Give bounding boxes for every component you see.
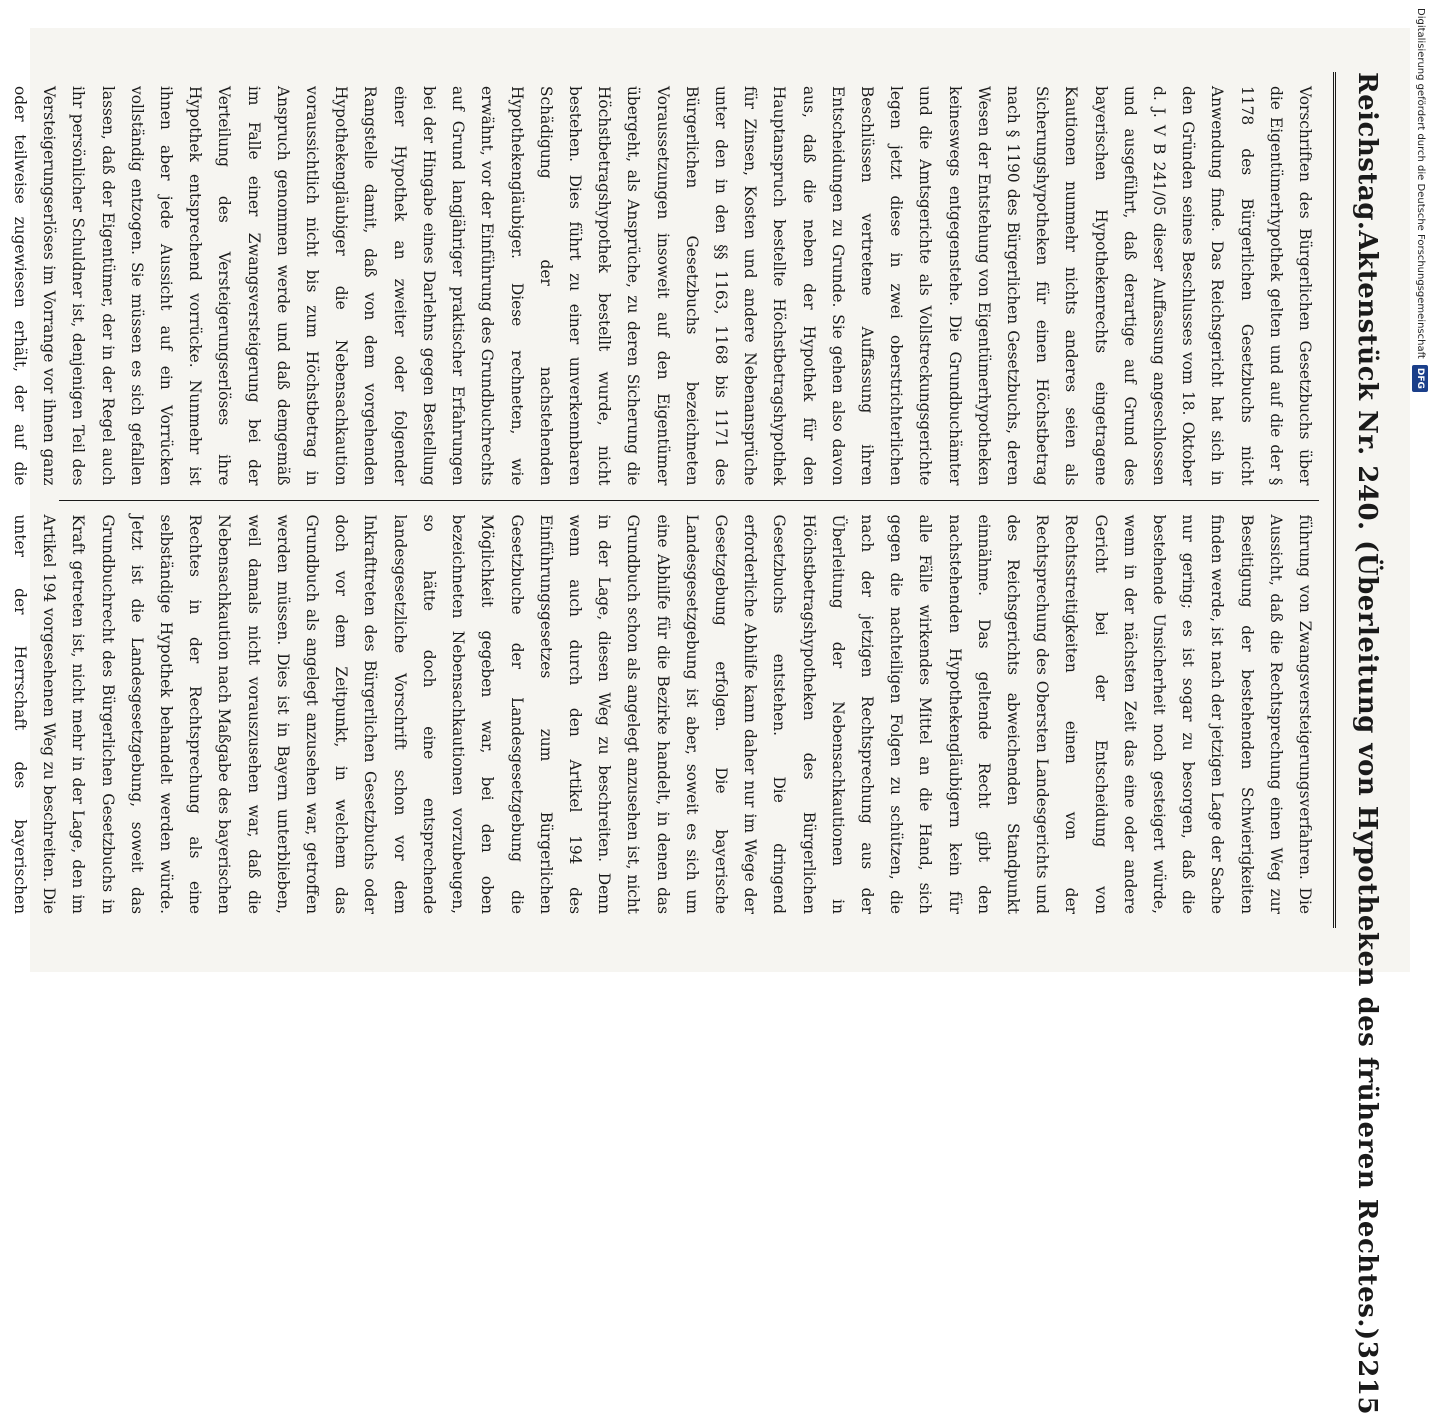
right-column xyxy=(11,501,1319,929)
page-title: Aktenstück Nr. 240. (Überleitung von Hypotheken des früheren Rechtes.) xyxy=(1352,230,1382,1341)
dfg-watermark xyxy=(1408,8,1432,968)
header-left: Reichstag. xyxy=(1352,72,1382,231)
scanned-page xyxy=(11,28,1410,1415)
left-column xyxy=(11,72,1319,500)
header-rule xyxy=(1333,72,1336,928)
page-header xyxy=(1342,72,1382,1415)
rotated-page-content xyxy=(11,28,1410,1415)
watermark-text: Digitalisierung gefördert durch die Deutsche Forschungsgemeinschaft xyxy=(1415,8,1426,359)
text-columns xyxy=(11,72,1319,928)
right-paragraph-1: führung von Zwangsversteigerungsverfahren. Die Aussicht, daß die Rechtsprechung einen Weg zur Beseitigung der bestehenden Schwierigkeiten finden werde, ist nach der jetzigen Lage der Sache nur gering; es ist sogar zu besorgen, daß die bestehende Unsicherheit noch gesteigert würde, wenn in der nächsten Zeit das eine oder andere Gericht bei der Entscheidung von Rechtsstreitigkeiten einen von der Rechtsprechung des Obersten Landesgerichts und des Reichsgerichts abweichenden Standpunkt einnähme. Das geltende Recht gibt den nachstehenden Hypothekengläubigern kein für alle Fälle wirkendes Mittel an die Hand, sich gegen die nachteiligen Folgen zu schützen, die nach der jetzigen Rechtsprechung aus der Überleitung der Nebensachkautionen in Höchstbetragshypotheken des Bürgerlichen Gesetzbuchs entstehen. Die dringend erforderliche Abhilfe kann daher nur im Wege der Gesetzgebung erfolgen. Die bayerische Landesgesetzgebung ist aber, soweit es sich um eine Abhilfe für die Bezirke handelt, in denen das Grundbuch schon als angelegt anzusehen ist, nicht in der Lage, diesen Weg zu beschreiten. Denn wenn auch durch den Artikel 194 des Einführungsgesetzes zum Bürgerlichen Gesetzbuche der Landesgesetzgebung die Möglichkeit gegeben war, bei den oben bezeichneten Nebensachkautionen vorzubeugen, so hätte doch eine entsprechende landesgesetzliche Vorschrift schon vor dem Inkrafttreten des Bürgerlichen Gesetzbuchs oder doch vor dem Zeitpunkt, in welchem das Grundbuch als angelegt anzusehen war, getroffen werden müssen. Dies ist in Bayern unterblieben, weil damals nicht vorauszusehen war, daß die Nebensachkaution nach Maßgabe des bayerischen Rechtes in der Rechtsprechung als eine selbständige Hypothek behandelt werden würde. Jetzt ist die Landesgesetzgebung, soweit das Grundbuchrecht des Bürgerlichen Gesetzbuchs in Kraft getreten ist, nicht mehr in der Lage, den im Artikel 194 vorgesehenen Weg zu beschreiten. Die unter der Herrschaft des bayerischen xyxy=(11,514,1314,914)
left-paragraph-1: Vorschriften des Bürgerlichen Gesetzbuchs über die Eigentümerhypothek gelten und auf die der § 1178 des Bürgerlichen Gesetzbuchs nicht Anwendung finde. Das Reichsgericht hat sich in den Gründen seines Beschlusses vom 18. Oktober d. J. V B 241/05 dieser Auffassung angeschlossen und ausgeführt, daß derartige auf Grund des bayerischen Hypothekenrechts eingetragene Kautionen nunmehr nichts anderes seien als Sicherungshypotheken für einen Höchstbetrag nach § 1190 des Bürgerlichen Gesetzbuchs, deren Wesen der Entstehung von Eigentümerhypotheken keineswegs entgegenstehe. Die Grundbuchämter und die Amtsgerichte als Vollstreckungsgerichte legen jetzt diese in zwei oberstrichterlichen Beschlüssen vertretene Auffassung ihren Entscheidungen zu Grunde. Sie gehen also davon aus, daß die neben der Hypothek für den Hauptanspruch bestellte Höchstbetragshypothek für Zinsen, Kosten und andere Nebenansprüche unter den in den §§ 1163, 1168 bis 1171 des Bürgerlichen Gesetzbuchs bezeichneten Voraussetzungen insoweit auf den Eigentümer übergeht, als Ansprüche, zu deren Sicherung die Höchstbetragshypothek bestellt wurde, nicht bestehen. Dies führt zu einer unverkennbaren Schädigung der nachstehenden Hypothekengläubiger. Diese rechneten, wie erwähnt, vor der Einführung des Grundbuchrechts auf Grund langjähriger praktischer Erfahrungen bei der Hingabe eines Darlehns gegen Bestellung einer Hypothek an zweiter oder folgender Rangstelle damit, daß von dem vorgehenden Hypothekengläubiger die Nebensachkaution voraussichtlich nicht bis zum Höchstbetrag in Anspruch genommen werde und daß demgemäß im Falle einer Zwangsversteigerung bei der Verteilung des Versteigerungserlöses ihre Hypothek entsprechend vorrücke. Nunmehr ist ihnen aber jede Aussicht auf ein Vorrücken vollständig entzogen. Sie müssen es sich gefallen lassen, daß der Eigentümer, der in der Regel auch ihr persönlicher Schuldner ist, denjenigen Teil des Versteigerungserlöses im Vorrange vor ihnen ganz oder teilweise zugewiesen erhält, der auf die xyxy=(11,86,1314,486)
page-number: 3215 xyxy=(1352,1340,1382,1415)
dfg-logo-icon: DFG xyxy=(1412,365,1428,392)
